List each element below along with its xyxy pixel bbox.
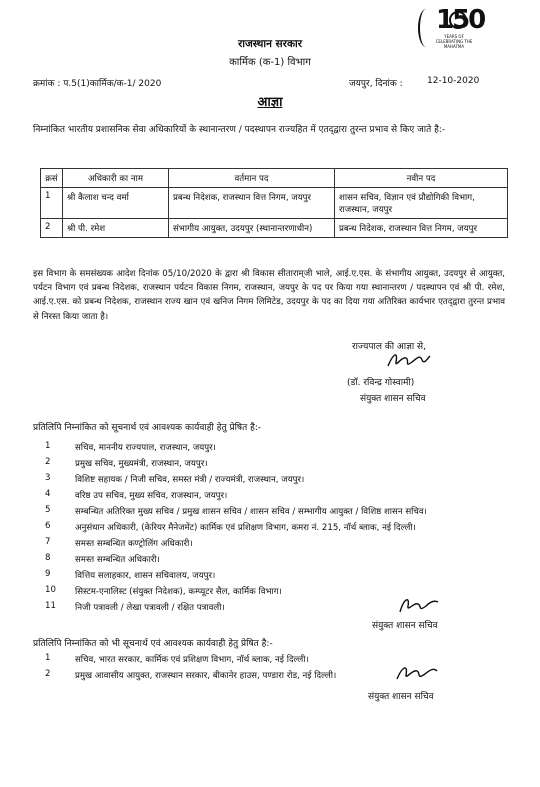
signatory-designation: संयुक्त शासन सचिव (372, 621, 438, 631)
list-item: 10 सिस्टम-एनालिस्ट (संयुक्त निदेशक), कम्प्यूटर सैल, कार्मिक विभाग। (45, 585, 282, 597)
list-item: 5 सम्बन्धित अतिरिक्त मुख्य सचिव / प्रमुख शासन सचिव / शासन सचिव / सम्भागीय आयुक्त / विशिष्ठ शासन सचिव। (45, 505, 427, 517)
signature-image (386, 350, 432, 370)
table-cell: श्री पी. रमेश (63, 219, 169, 238)
department-heading: कार्मिक (क-1) विभाग (229, 57, 311, 68)
list-item: 2 प्रमुख सचिव, मुख्यमंत्री, राजस्थान, जयपुर। (45, 457, 208, 469)
list-item: 11 निजी पत्रावली / लेखा पत्रावली / रक्षित पत्रावली। (45, 601, 225, 613)
place-date-label: जयपुर, दिनांक : (349, 79, 403, 89)
logo-number: 150 (436, 5, 485, 35)
list-item: 1 सचिव, माननीय राज्यपाल, राजस्थान, जयपुर। (45, 441, 216, 453)
list-item: 2 प्रमुख आवासीय आयुक्त, राजस्थान सरकार, बीकानेर हाउस, पण्डारा रोड, नई दिल्ली। (45, 669, 337, 681)
table-cell: संभागीय आयुक्त, उदयपुर (स्थानान्तरणाधीन) (169, 219, 335, 238)
signature-image (396, 594, 442, 614)
list-item: 9 वित्तिय सलाहकार, शासन सचिवालय, जयपुर। (45, 569, 216, 581)
signatory-designation: संयुक्त शासन सचिव (360, 394, 426, 404)
list-item: 1 सचिव, भारत सरकार, कार्मिक एवं प्रशिक्षण विभाग, नॉर्थ ब्लाक, नई दिल्ली। (45, 653, 309, 665)
signatory-designation: संयुक्त शासन सचिव (368, 692, 434, 702)
table-cell: प्रबन्ध निदेशक, राजस्थान वित्त निगम, जयपुर (335, 219, 508, 238)
transfer-table (40, 168, 508, 238)
table-cell: 1 (41, 188, 63, 219)
list-item: 4 वरिष्ठ उप सचिव, मुख्य सचिव, राजस्थान, जयपुर। (45, 489, 228, 501)
cancellation-paragraph: इस विभाग के समसंख्यक आदेश दिनांक 05/10/2020 के द्वारा श्री विकास सीताराम्‌जी भाले, आई.ए.एस. के संभागीय आयुक्त, उदयपुर से आयुक्त, पर्यटन विभाग एवं प्रबन्ध निदेशक, राजस्थान पर्यटन विकास निगम, राजस्थान, जयपुर के पद पर किया गया स्थानान्तरण / पदस्थापन एवं श्री पी. रमेश, आई.ए.एस. को प्रबन्ध निदेशक, राजस्थान राज्य खान एवं खनिज निगम लिमिटेड, उदयपुर के पद का दिया गया अतिरिक्त कार्यभार एतद्‌द्वारा तुरन्त प्रभाव से निरस्त किया जाता है। (33, 269, 505, 322)
intro-text: निम्नांकित भारतीय प्रशासनिक सेवा अधिकारियों के स्थानान्तरण / पदस्थापन राज्यहित में एतद्‌द्वारा तुरन्त प्रभाव से किए जाते है:- (33, 125, 446, 135)
copy-list-2 (45, 653, 525, 693)
order-date: 12-10-2020 (427, 76, 480, 86)
copy-list-title: प्रतिलिपि निम्नांकित को सूचनार्थ एवं आवश्यक कार्यवाही हेतु प्रेषित है:- (33, 423, 262, 433)
charkha-wheel-icon (449, 11, 467, 29)
column-header: अधिकारी का नाम (63, 169, 169, 188)
list-item: 3 विशिष्ट सहायक / निजी सचिव, समस्त मंत्री / राज्यमंत्री, राजस्थान, जयपुर। (45, 473, 305, 485)
table-row (41, 219, 508, 238)
table-row (41, 188, 508, 219)
logo-caption: YEARS OF CELEBRATING THE MAHATMA (435, 34, 473, 49)
order-title: आज्ञा (257, 95, 283, 110)
list-item: 6 अनुसंधान अधिकारी, (केरियर मैनेजमेंट) कार्मिक एवं प्रशिक्षण विभाग, कमरा नं. 215, नॉर्थ ब्लाक, नई दिल्ली। (45, 521, 416, 533)
copy-list-1 (45, 441, 525, 613)
table-cell: श्री कैलाश चन्द वर्मा (63, 188, 169, 219)
table-cell: शासन सचिव, विज्ञान एवं प्रौद्योगिकी विभाग, राजस्थान, जयपुर (335, 188, 508, 219)
reference-number: क्रमांक : प.5(1)कार्मिक/क-1/ 2020 (33, 79, 162, 89)
copy-list-title: प्रतिलिपि निम्नांकित को भी सूचनार्थ एवं आवश्यक कार्यवाही हेतु प्रेषित है:- (33, 639, 273, 649)
table-cell: 2 (41, 219, 63, 238)
table-header-row (41, 169, 508, 188)
list-item: 7 समस्त सम्बन्धित कण्ट्रोलिंग अधिकारी। (45, 537, 193, 549)
column-header: वर्तमान पद (169, 169, 335, 188)
column-header: क्रसं (41, 169, 63, 188)
by-order-text: राज्यपाल की आज्ञा से, (352, 342, 426, 352)
signature-image (394, 662, 440, 682)
govt-heading: राजस्थान सरकार (237, 38, 303, 50)
column-header: नवीन पद (335, 169, 508, 188)
signatory-name: (डॉ. रविन्द्र गोस्वामी) (347, 378, 415, 388)
list-item: 8 समस्त सम्बन्धित अधिकारी। (45, 553, 160, 565)
table-cell: प्रबन्ध निदेशक, राजस्थान वित्त निगम, जयपुर (169, 188, 335, 219)
